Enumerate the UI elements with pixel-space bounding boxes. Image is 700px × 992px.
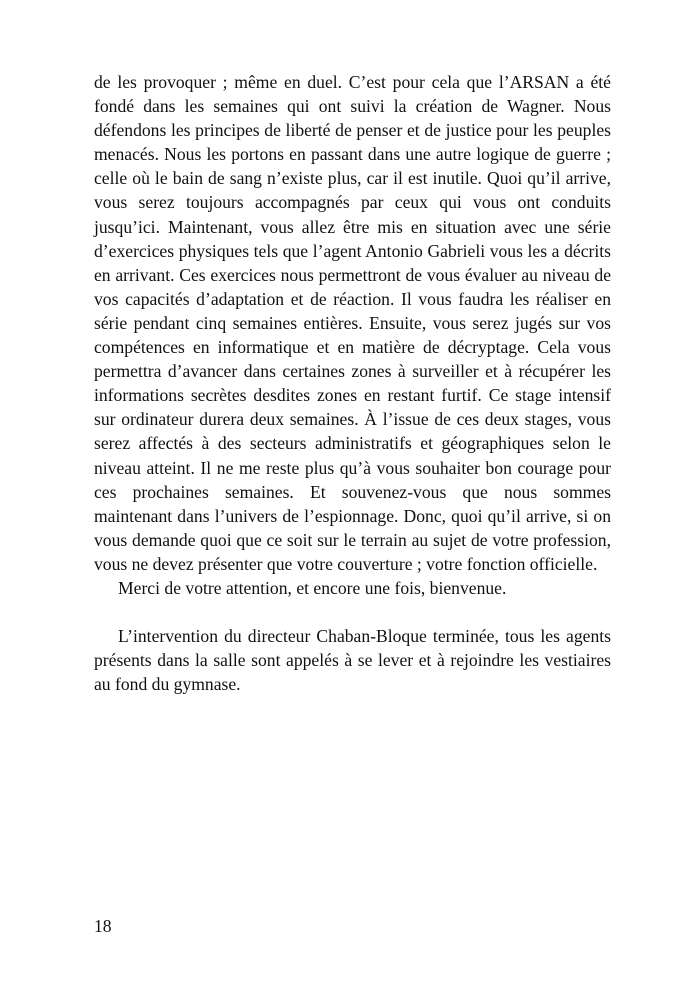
paragraph-narration: L’intervention du directeur Chaban-Bloque terminée, tous les agents présents dans la salle sont appelés à se lever et à rejoindre les vestiaires au fond du gymnase. (94, 626, 611, 695)
paragraph-speech-continuation: de les provoquer ; même en duel. C’est pour cela que l’ARSAN a été fondé dans les semaines qui ont suivi la création de Wagner. Nous défendons les principes de liberté de penser et de justice pour les peuples menacés. Nous les portons en passant dans une autre logique de guerre ; celle où le bain de sang n’existe plus, car il est inutile. Quoi qu’il arrive, vous serez toujours accompagnés par ceux qui vous ont conduits jusqu’ici. Maintenant, vous allez être mis en situation avec une série d’exercices physiques tels que l’agent Antonio Gabrieli vous les a décrits en arrivant. Ces exercices nous permettront de vous évaluer au niveau de vos capacités d’adaptation et de réaction. Il vous faudra les réaliser en série pendant cinq semaines entières. Ensuite, vous serez jugés sur vos compétences en informatique et en matière de décryptage. Cela vous permettra d’avancer dans certaines zones à surveiller et à récupérer les informations secrètes desdites zones en restant furtif. Ce stage intensif sur ordinateur durera deux semaines. À l’issue de ces deux stages, vous serez affectés à des secteurs administratifs et géographiques selon le niveau atteint. Il ne me reste plus qu’à vous souhaiter bon courage pour ces prochaines semaines. Et souvenez-vous que nous sommes maintenant dans l’univers de l’espionnage. Donc, quoi qu’il arrive, si on vous demande quoi que ce soit sur le terrain au sujet de votre profession, vous ne devez présenter que votre couverture ; votre fonction officielle. (94, 72, 611, 574)
paragraph-closing-remark: Merci de votre attention, et encore une fois, bienvenue. (118, 577, 507, 598)
page-number: 18 (94, 916, 112, 936)
body-text (94, 70, 611, 696)
